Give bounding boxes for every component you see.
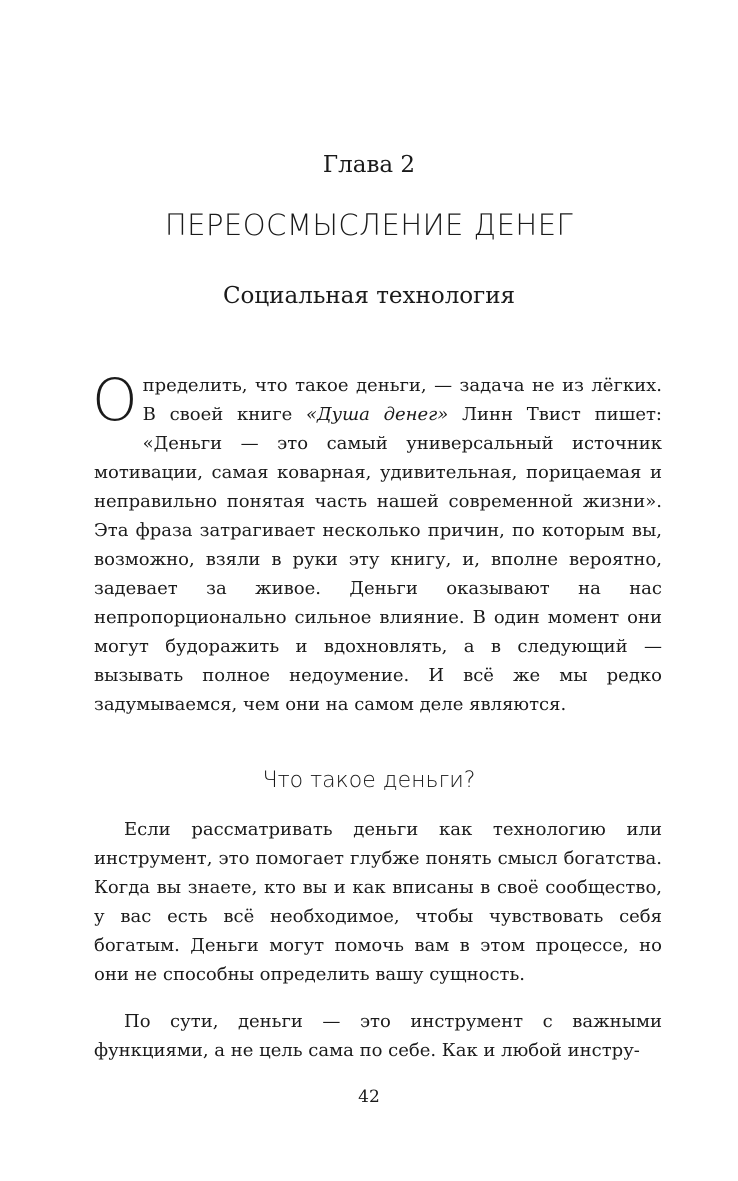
paragraph-money-technology: Если рассматривать деньги как технологию или инструмент, это помогает глубже понять смысл богатства. Когда вы знаете, кто вы и как вписаны в своё сообщество, у вас есть всё необходимое, чтобы чувствовать себя богатым. Деньги могут помочь вам в этом процессе, но они не способны определить вашу сущность. (94, 819, 662, 985)
section-heading: Что такое деньги? (262, 768, 476, 793)
drop-cap: О (92, 366, 138, 434)
chapter-subtitle: Социальная технология (222, 283, 516, 309)
chapter-label: Глава 2 (322, 152, 416, 178)
paragraph-intro (92, 366, 662, 719)
paragraph-money-tool: По сути, деньги — это инструмент с важными функциями, а не цель сама по себе. Как и любой инстру- (94, 1011, 662, 1061)
book-title: «Душа денег» (306, 404, 449, 425)
paragraph-intro-text-end: Линн Твист пишет: «Деньги — это самый универсальный источник мотивации, самая коварная, удивительная, порицаемая и неправильно понятая часть нашей современной жизни». Эта фраза затрагивает несколько причин, по которым вы, возможно, взяли в руки эту книгу, и, вполне вероятно, задевает за живое. Деньги оказывают на нас непропорционально сильное влияние. В один момент они могут будоражить и вдохновлять, а в следующий — вызывать полное недоумение. И всё же мы редко задумываемся, чем они на самом деле являются. (94, 404, 662, 715)
paragraph-intro-text-start: пределить, что такое деньги, — задача не из лёгких. В своей книге (142, 375, 662, 425)
chapter-title: ПЕРЕОСМЫСЛЕНИЕ ДЕНЕГ (164, 208, 574, 242)
page-number: 42 (358, 1087, 380, 1107)
